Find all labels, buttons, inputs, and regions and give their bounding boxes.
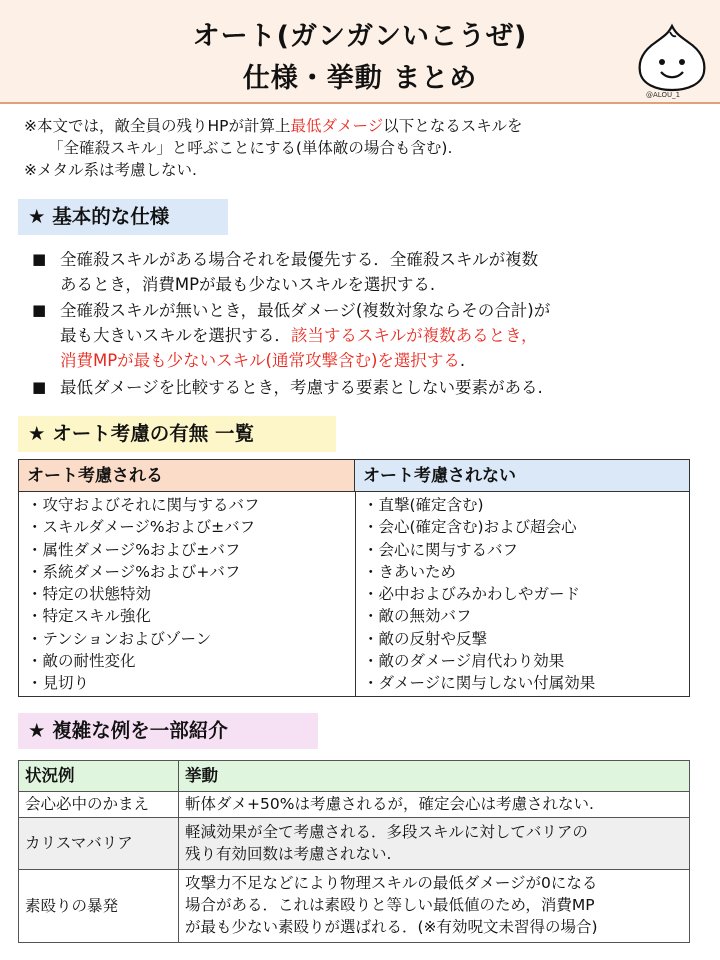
section-basic-spec-heading: ★ 基本的な仕様 bbox=[18, 199, 228, 235]
list-item: ・敵の耐性変化 bbox=[27, 652, 136, 671]
bullet-text: あるとき，消費MPが最も少ないスキルを選択する. bbox=[60, 275, 436, 294]
bullet-text-plain: 最も大きいスキルを選択する． bbox=[60, 326, 291, 345]
list-item: ・会心に関与するバフ bbox=[363, 540, 519, 559]
not-considered-list bbox=[363, 494, 595, 695]
column-divider bbox=[355, 492, 356, 696]
slime-mascot-icon bbox=[634, 22, 710, 94]
column-header-behavior: 挙動 bbox=[179, 761, 689, 791]
behavior-line: 攻撃力不足などにより物理スキルの最低ダメージが0になる bbox=[185, 874, 598, 892]
page-title-line2: 仕様・挙動 まとめ bbox=[242, 63, 478, 94]
list-item: ・テンションおよびゾーン bbox=[27, 629, 212, 648]
behavior-line: 軽減効果が全て考慮される．多段スキルに対してバリアの bbox=[185, 823, 588, 841]
list-item: ・スキルダメージ%および±バフ bbox=[27, 518, 256, 537]
list-item: ・ダメージに関与しない付属効果 bbox=[363, 674, 596, 693]
table-cell-situation: 会心必中のかまえ bbox=[19, 792, 179, 817]
list-item: ・きあいため bbox=[363, 562, 457, 581]
bullet-text: 最低ダメージを比較するとき，考慮する要素としない要素がある. bbox=[60, 378, 543, 397]
page-title-line1: オート(ガンガンいこうぜ) bbox=[192, 21, 528, 52]
list-item: ・直撃(確定含む) bbox=[363, 496, 484, 514]
consideration-table bbox=[18, 459, 690, 697]
note-text: 以下となるスキルを bbox=[383, 117, 523, 135]
behavior-line: が最も少ない素殴りが選ばれる．(※有効呪文未習得の場合) bbox=[185, 918, 598, 936]
bullet-text bbox=[60, 348, 465, 373]
column-header-considered: オート考慮される bbox=[19, 460, 355, 492]
note-line-1 bbox=[24, 115, 523, 137]
table-cell-situation: 素殴りの暴発 bbox=[19, 870, 179, 942]
list-item: ・会心(確定含む)および超会心 bbox=[363, 518, 577, 537]
bullet-text bbox=[60, 323, 538, 348]
list-item: ・敵の反射や反撃 bbox=[363, 629, 488, 648]
behavior-line: 残り有効回数は考慮されない. bbox=[185, 845, 392, 863]
bullet-text-plain: . bbox=[459, 351, 466, 370]
title-banner bbox=[0, 0, 720, 104]
list-item: ・系統ダメージ%および+バフ bbox=[27, 562, 241, 581]
column-header-not-considered: オート考慮されない bbox=[355, 460, 689, 492]
list-item: ・敵のダメージ肩代わり効果 bbox=[363, 652, 565, 671]
square-bullet-icon: ■ bbox=[32, 250, 47, 268]
list-item: ・敵の無効バフ bbox=[363, 607, 472, 626]
note-highlight: 最低ダメージ bbox=[290, 117, 384, 135]
list-item: ・必中およびみかわしやガード bbox=[363, 585, 581, 604]
bullet-text-highlight: 該当するスキルが複数あるとき， bbox=[290, 326, 538, 345]
list-item: ・属性ダメージ%および±バフ bbox=[27, 540, 241, 559]
considered-list bbox=[27, 494, 260, 695]
behavior-line: 場合がある．これは素殴りと等しい最低値のため，消費MP bbox=[185, 896, 595, 914]
table-cell-behavior bbox=[179, 870, 689, 942]
column-header-situation: 状況例 bbox=[19, 761, 179, 791]
list-item: ・特定の状態特効 bbox=[27, 585, 152, 604]
square-bullet-icon: ■ bbox=[32, 301, 47, 319]
list-item: ・攻守およびそれに関与するバフ bbox=[27, 496, 260, 514]
note-line-3: ※メタル系は考慮しない. bbox=[24, 161, 197, 179]
section-complex-examples-heading: ★ 複雑な例を一部紹介 bbox=[18, 713, 318, 749]
note-text: ※本文では，敵全員の残りHPが計算上 bbox=[24, 117, 291, 135]
square-bullet-icon: ■ bbox=[32, 378, 47, 396]
table-cell-situation: カリスマバリア bbox=[19, 818, 179, 869]
bullet-text-highlight: 消費MPが最も少ないスキル(通常攻撃含む)を選択する bbox=[60, 351, 460, 370]
table-cell-behavior bbox=[179, 818, 689, 869]
bullet-text: 全確殺スキルがある場合それを最優先する．全確殺スキルが複数 bbox=[60, 250, 539, 269]
bullet-text: 全確殺スキルが無いとき，最低ダメージ(複数対象ならその合計)が bbox=[60, 301, 551, 320]
list-item: ・特定スキル強化 bbox=[27, 607, 151, 626]
examples-table bbox=[18, 760, 690, 943]
list-item: ・見切り bbox=[27, 674, 90, 693]
table-cell-behavior: 斬体ダメ+50%は考慮されるが，確定会心は考慮されない. bbox=[185, 795, 594, 813]
section-consideration-list-heading: ★ オート考慮の有無 一覧 bbox=[18, 416, 336, 452]
note-line-2: 「全確殺スキル」と呼ぶことにする(単体敵の場合も含む). bbox=[48, 139, 453, 157]
author-credit: @ALOU_1 bbox=[646, 91, 681, 99]
